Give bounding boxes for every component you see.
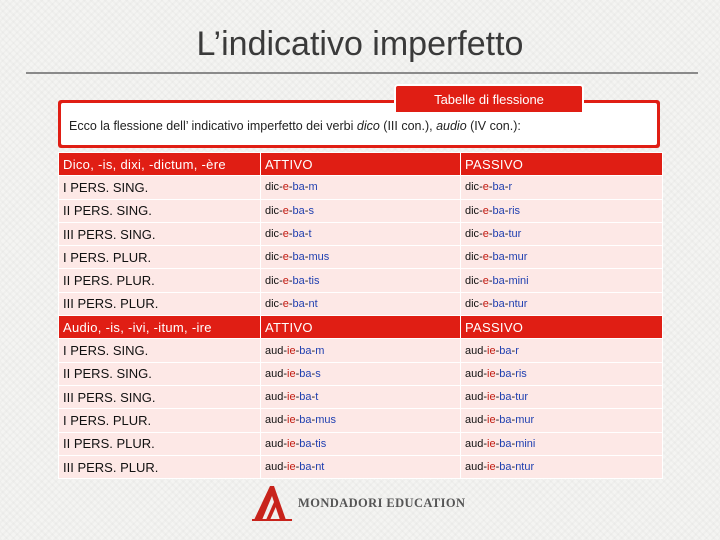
- slide-title: L’indicativo imperfetto: [196, 25, 524, 63]
- hyphen: -: [288, 204, 293, 217]
- verb-stem: aud: [465, 391, 484, 404]
- hyphen: -: [279, 181, 283, 194]
- hyphen: -: [288, 228, 293, 241]
- active-form: [261, 455, 461, 478]
- thematic-vowel: ie: [487, 437, 496, 450]
- verb-stem: dic: [465, 274, 480, 287]
- passive-voice-header: PASSIVO: [461, 316, 663, 339]
- verb-stem: aud: [265, 391, 284, 404]
- active-form: [261, 362, 461, 385]
- thematic-vowel: e: [482, 251, 489, 264]
- verb-stem: aud: [465, 414, 484, 427]
- thematic-vowel: e: [282, 181, 289, 194]
- person-label: I PERS. PLUR.: [59, 409, 261, 432]
- tense-suffix: ba: [299, 414, 312, 427]
- hyphen: -: [311, 461, 316, 473]
- personal-ending: mur: [515, 414, 535, 427]
- verb-stem: dic: [465, 297, 480, 310]
- hyphen: -: [311, 367, 316, 380]
- hyphen: -: [279, 228, 283, 241]
- personal-ending: t: [315, 391, 319, 404]
- hyphen: -: [479, 228, 483, 241]
- tab-tabelle-di-flessione: Tabelle di flessione: [394, 84, 584, 114]
- hyphen: -: [479, 204, 483, 217]
- tense-suffix: ba: [492, 204, 505, 217]
- hyphen: -: [283, 414, 288, 427]
- hyphen: -: [483, 391, 488, 404]
- verb-stem: aud: [265, 437, 284, 450]
- hyphen: -: [488, 274, 493, 287]
- hyphen: -: [504, 228, 509, 241]
- personal-ending: mini: [515, 437, 536, 450]
- personal-ending: tur: [515, 391, 529, 404]
- tense-suffix: ba: [299, 367, 312, 380]
- hyphen: -: [311, 391, 316, 404]
- mondadori-logo-icon: [250, 482, 294, 522]
- verb-paradigm-header: Audio, -is, -ivi, -itum, -ire: [59, 316, 261, 339]
- hyphen: -: [304, 274, 309, 287]
- hyphen: -: [283, 367, 288, 380]
- hyphen: -: [288, 181, 293, 194]
- verb-stem: dic: [465, 181, 480, 194]
- tense-suffix: ba: [492, 297, 505, 310]
- hyphen: -: [479, 274, 483, 287]
- person-label: III PERS. PLUR.: [59, 292, 261, 315]
- thematic-vowel: ie: [487, 367, 496, 380]
- active-form: [261, 269, 461, 292]
- active-form: [261, 432, 461, 455]
- hyphen: -: [495, 344, 500, 357]
- hyphen: -: [479, 181, 483, 194]
- thematic-vowel: e: [482, 274, 489, 287]
- table-row: [59, 385, 663, 408]
- table-row: [59, 269, 663, 292]
- personal-ending: t: [308, 228, 312, 241]
- person-label: I PERS. PLUR.: [59, 246, 261, 269]
- hyphen: -: [511, 391, 516, 404]
- hyphen: -: [279, 204, 283, 217]
- hyphen: -: [479, 251, 483, 264]
- hyphen: -: [483, 461, 488, 473]
- tense-suffix: ba: [292, 181, 305, 194]
- verb-stem: aud: [265, 414, 284, 427]
- personal-ending: m: [315, 344, 325, 357]
- verb-stem: aud: [465, 461, 484, 473]
- passive-voice-header: PASSIVO: [461, 153, 663, 176]
- hyphen: -: [495, 367, 500, 380]
- hyphen: -: [295, 461, 300, 473]
- table-row: [59, 222, 663, 245]
- personal-ending: ris: [508, 204, 521, 217]
- active-voice-header: ATTIVO: [261, 153, 461, 176]
- thematic-vowel: ie: [287, 344, 296, 357]
- passive-form: [461, 455, 663, 478]
- hyphen: -: [279, 251, 283, 264]
- active-form: [261, 385, 461, 408]
- hyphen: -: [283, 391, 288, 404]
- thematic-vowel: e: [282, 297, 289, 310]
- active-form: [261, 222, 461, 245]
- tense-suffix: ba: [299, 344, 312, 357]
- tense-suffix: ba: [499, 344, 512, 357]
- person-label: II PERS. SING.: [59, 199, 261, 222]
- personal-ending: tis: [308, 274, 320, 287]
- hyphen: -: [479, 297, 483, 310]
- tense-suffix: ba: [499, 367, 512, 380]
- hyphen: -: [511, 461, 516, 473]
- table-row: [59, 409, 663, 432]
- verb-stem: dic: [465, 228, 480, 241]
- personal-ending: nt: [315, 461, 325, 473]
- active-voice-header: ATTIVO: [261, 316, 461, 339]
- tense-suffix: ba: [492, 228, 505, 241]
- hyphen: -: [495, 391, 500, 404]
- active-form: [261, 292, 461, 315]
- intro-verb-dico: dico: [356, 119, 380, 133]
- table-header-row: [59, 316, 663, 339]
- hyphen: -: [288, 297, 293, 310]
- tense-suffix: ba: [492, 181, 505, 194]
- verb-stem: aud: [265, 344, 284, 357]
- verb-stem: dic: [265, 274, 280, 287]
- thematic-vowel: e: [282, 228, 289, 241]
- personal-ending: mus: [315, 414, 336, 427]
- active-form: [261, 339, 461, 362]
- thematic-vowel: ie: [287, 391, 296, 404]
- tense-suffix: ba: [499, 437, 512, 450]
- tense-suffix: ba: [292, 204, 305, 217]
- tense-suffix: ba: [499, 461, 512, 473]
- verb-stem: aud: [465, 367, 484, 380]
- tense-suffix: ba: [299, 461, 312, 473]
- hyphen: -: [304, 181, 309, 194]
- thematic-vowel: e: [282, 251, 289, 264]
- hyphen: -: [495, 437, 500, 450]
- verb-stem: dic: [265, 228, 280, 241]
- hyphen: -: [504, 204, 509, 217]
- tense-suffix: ba: [299, 437, 312, 450]
- personal-ending: mus: [308, 251, 330, 264]
- intro-verb-audio: audio: [436, 119, 467, 133]
- verb-paradigm-header: Dico, -is, dixi, -dictum, -ère: [59, 153, 261, 176]
- thematic-vowel: ie: [487, 461, 496, 473]
- personal-ending: s: [315, 367, 321, 380]
- hyphen: -: [483, 344, 488, 357]
- hyphen: -: [304, 228, 309, 241]
- active-form: [261, 176, 461, 199]
- personal-ending: s: [308, 204, 314, 217]
- verb-stem: dic: [465, 204, 480, 217]
- person-label: III PERS. SING.: [59, 385, 261, 408]
- table-row: [59, 246, 663, 269]
- hyphen: -: [488, 228, 493, 241]
- table-row: [59, 339, 663, 362]
- passive-form: [461, 176, 663, 199]
- personal-ending: mur: [508, 251, 528, 264]
- hyphen: -: [504, 181, 509, 194]
- hyphen: -: [283, 437, 288, 450]
- hyphen: -: [504, 274, 509, 287]
- thematic-vowel: e: [282, 274, 289, 287]
- passive-form: [461, 199, 663, 222]
- active-form: [261, 199, 461, 222]
- passive-form: [461, 269, 663, 292]
- hyphen: -: [488, 251, 493, 264]
- thematic-vowel: e: [482, 228, 489, 241]
- hyphen: -: [488, 297, 493, 310]
- hyphen: -: [295, 344, 300, 357]
- hyphen: -: [311, 414, 316, 427]
- tense-suffix: ba: [292, 297, 305, 310]
- verb-stem: dic: [465, 251, 480, 264]
- table-row: [59, 292, 663, 315]
- hyphen: -: [488, 181, 493, 194]
- hyphen: -: [511, 344, 516, 357]
- thematic-vowel: e: [482, 181, 489, 194]
- table-row: [59, 362, 663, 385]
- intro-text-part: (III con.),: [379, 119, 437, 133]
- personal-ending: r: [508, 181, 513, 194]
- verb-stem: aud: [465, 437, 484, 450]
- thematic-vowel: e: [482, 204, 489, 217]
- person-label: II PERS. SING.: [59, 362, 261, 385]
- person-label: II PERS. PLUR.: [59, 269, 261, 292]
- thematic-vowel: ie: [487, 414, 496, 427]
- personal-ending: mini: [508, 274, 529, 287]
- person-label: III PERS. SING.: [59, 222, 261, 245]
- tense-suffix: ba: [292, 274, 305, 287]
- thematic-vowel: ie: [287, 414, 296, 427]
- hyphen: -: [279, 274, 283, 287]
- active-form: [261, 409, 461, 432]
- personal-ending: r: [515, 344, 519, 357]
- hyphen: -: [483, 367, 488, 380]
- title-divider: [26, 72, 698, 74]
- thematic-vowel: ie: [287, 367, 296, 380]
- hyphen: -: [511, 414, 516, 427]
- verb-stem: aud: [465, 344, 484, 357]
- person-label: I PERS. SING.: [59, 176, 261, 199]
- tense-suffix: ba: [292, 228, 305, 241]
- passive-form: [461, 432, 663, 455]
- person-label: III PERS. PLUR.: [59, 455, 261, 478]
- thematic-vowel: e: [482, 297, 489, 310]
- passive-form: [461, 246, 663, 269]
- personal-ending: tis: [315, 437, 327, 450]
- hyphen: -: [495, 414, 500, 427]
- hyphen: -: [511, 437, 516, 450]
- table-row: [59, 432, 663, 455]
- passive-form: [461, 409, 663, 432]
- hyphen: -: [504, 251, 509, 264]
- hyphen: -: [495, 461, 500, 473]
- verb-stem: dic: [265, 204, 280, 217]
- hyphen: -: [304, 204, 309, 217]
- table-row: [59, 176, 663, 199]
- thematic-vowel: e: [282, 204, 289, 217]
- hyphen: -: [295, 414, 300, 427]
- passive-form: [461, 292, 663, 315]
- tense-suffix: ba: [499, 391, 512, 404]
- person-label: I PERS. SING.: [59, 339, 261, 362]
- table-header-row: [59, 153, 663, 176]
- passive-form: [461, 222, 663, 245]
- hyphen: -: [304, 297, 309, 310]
- hyphen: -: [295, 391, 300, 404]
- verb-stem: dic: [265, 297, 280, 310]
- intro-text-part: (IV con.):: [466, 119, 521, 133]
- tense-suffix: ba: [292, 251, 305, 264]
- hyphen: -: [295, 367, 300, 380]
- hyphen: -: [483, 414, 488, 427]
- thematic-vowel: ie: [487, 391, 496, 404]
- tense-suffix: ba: [499, 414, 512, 427]
- verb-stem: dic: [265, 181, 280, 194]
- thematic-vowel: ie: [487, 344, 496, 357]
- hyphen: -: [304, 251, 309, 264]
- tense-suffix: ba: [492, 274, 505, 287]
- personal-ending: ris: [515, 367, 527, 380]
- passive-form: [461, 339, 663, 362]
- personal-ending: nt: [308, 297, 318, 310]
- intro-text-part: Ecco la flessione dell’ indicativo imperfetto dei verbi: [69, 119, 357, 133]
- hyphen: -: [288, 251, 293, 264]
- personal-ending: ntur: [508, 297, 528, 310]
- personal-ending: tur: [508, 228, 522, 241]
- active-form: [261, 246, 461, 269]
- hyphen: -: [283, 461, 288, 473]
- person-label: II PERS. PLUR.: [59, 432, 261, 455]
- personal-ending: ntur: [515, 461, 535, 473]
- hyphen: -: [279, 297, 283, 310]
- flexion-table: [58, 152, 663, 479]
- thematic-vowel: ie: [287, 437, 296, 450]
- verb-stem: aud: [265, 461, 284, 473]
- hyphen: -: [488, 204, 493, 217]
- hyphen: -: [483, 437, 488, 450]
- hyphen: -: [311, 437, 316, 450]
- hyphen: -: [295, 437, 300, 450]
- verb-stem: dic: [265, 251, 280, 264]
- table-row: [59, 455, 663, 478]
- publisher-logo: [250, 482, 480, 522]
- personal-ending: m: [308, 181, 318, 194]
- hyphen: -: [283, 344, 288, 357]
- hyphen: -: [288, 274, 293, 287]
- passive-form: [461, 362, 663, 385]
- publisher-name: MONDADORI EDUCATION: [298, 495, 466, 510]
- thematic-vowel: ie: [287, 461, 296, 473]
- hyphen: -: [511, 367, 516, 380]
- tense-suffix: ba: [492, 251, 505, 264]
- hyphen: -: [311, 344, 316, 357]
- passive-form: [461, 385, 663, 408]
- verb-stem: aud: [265, 367, 284, 380]
- hyphen: -: [504, 297, 509, 310]
- tense-suffix: ba: [299, 391, 312, 404]
- table-row: [59, 199, 663, 222]
